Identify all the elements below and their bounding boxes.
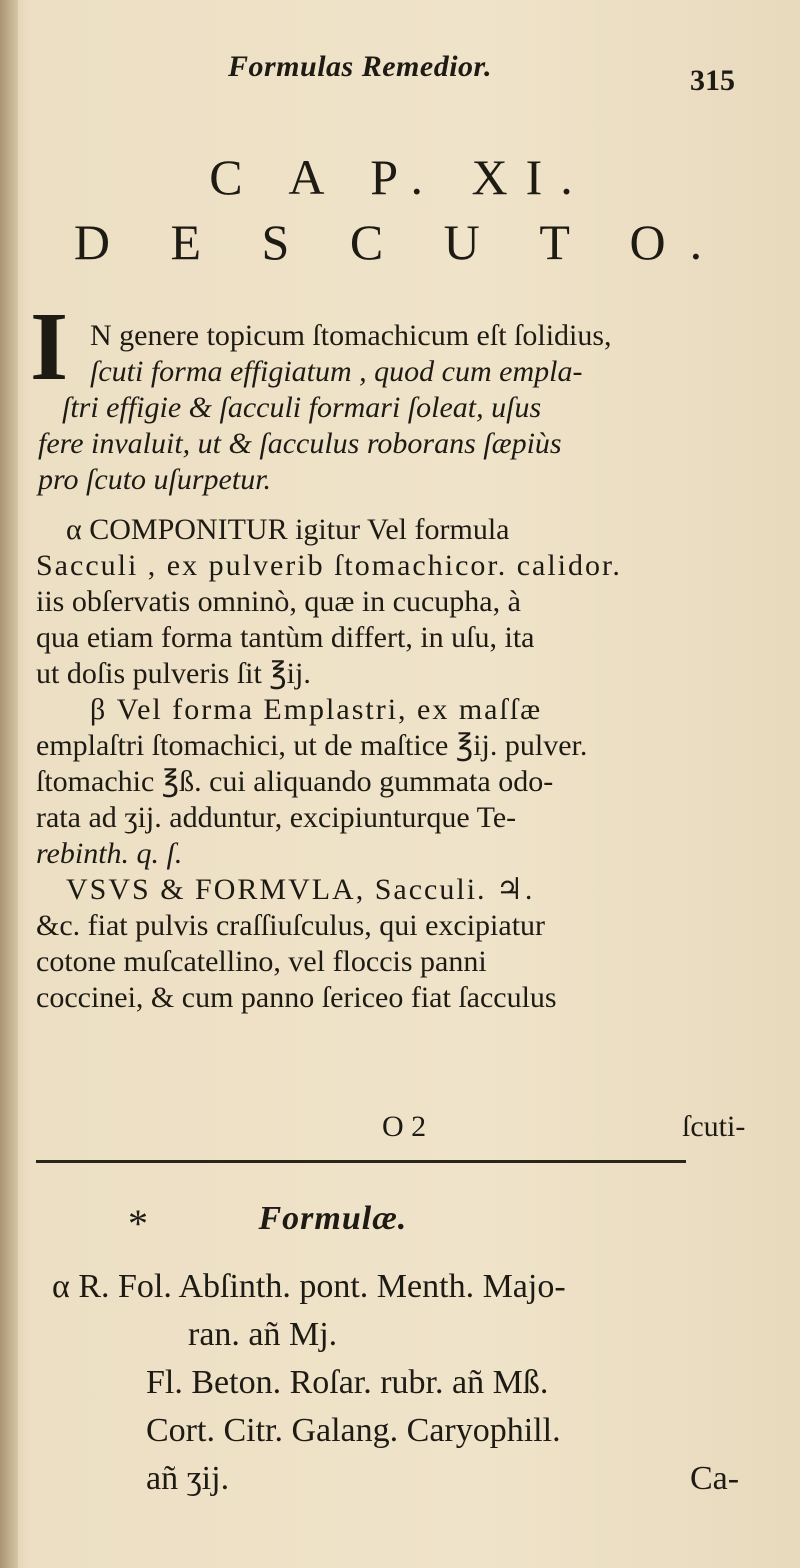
paragraph-intro: [36, 318, 776, 498]
paragraph-emplastri: [36, 692, 776, 872]
paragraph-usus: [36, 872, 776, 1016]
footnote-line: ran. añ Mj.: [188, 1316, 338, 1353]
chapter-title: D E S C U T O.: [73, 214, 727, 270]
footnote-line: Fl. Beton. Roſar. rubr. añ Mß.: [146, 1364, 549, 1401]
running-head-title: Formulas Remedior.: [228, 50, 493, 83]
footnote-line: añ ʒij.: [146, 1460, 230, 1497]
footnote-catchword: Ca-: [690, 1460, 740, 1497]
signature-mark: O 2: [382, 1110, 427, 1143]
paragraph-line: fere invaluit, ut & ſacculus roborans ſæpiùs: [38, 427, 562, 460]
catchword: ſcuti-: [682, 1110, 746, 1143]
paragraph-line: rata ad ʒij. adduntur, excipiunturque Te-: [36, 801, 517, 834]
asterisk-mark: *: [128, 1201, 148, 1246]
paragraph-line: β Vel forma Emplastri, ex maſſæ: [90, 693, 543, 726]
paragraph-line: qua etiam forma tantùm differt, in uſu, ita: [36, 621, 535, 654]
footnote-line: α R. Fol. Abſinth. pont. Menth. Majo-: [52, 1268, 566, 1305]
footnote-line: Cort. Citr. Galang. Caryophill.: [146, 1412, 561, 1449]
paragraph-line: ut doſis pulveris ſit ℥ij.: [36, 657, 311, 690]
paragraph-line: ſtri effigie & ſacculi formari ſoleat, uſus: [62, 391, 542, 424]
footnote-heading: [128, 1200, 407, 1247]
paragraph-line: &c. fiat pulvis craſſiuſculus, qui excipiatur: [36, 909, 546, 942]
paragraph-componitur: [36, 512, 776, 692]
paragraph-line: ſcuti forma effigiatum , quod cum empla-: [90, 355, 583, 388]
paragraph-line: Sacculi , ex pulverib ſtomachicor. calidor.: [36, 549, 622, 582]
paragraph-line: emplaſtri ſtomachici, ut de maſtice ℥ij. pulver.: [36, 729, 588, 762]
chapter-label: C A P. XI.: [209, 149, 591, 205]
paragraph-line: cotone muſcatellino, vel floccis panni: [36, 945, 487, 978]
paragraph-line: α COMPONITUR igitur Vel formula: [66, 513, 510, 546]
footnote-rule: [36, 1160, 686, 1163]
paragraph-line: VSVS & FORMVLA, Sacculi. ♃.: [66, 873, 535, 906]
drop-capital: I: [30, 293, 69, 401]
paragraph-line: N genere topicum ſtomachicum eſt ſolidius,: [90, 319, 612, 352]
paragraph-line: ſtomachic ℥ß. cui aliquando gummata odo-: [36, 765, 554, 798]
paragraph-line: iis obſervatis omninò, quæ in cucupha, à: [36, 585, 521, 618]
paragraph-line: coccinei, & cum panno ſericeo fiat ſacculus: [36, 981, 557, 1014]
footnote-title: Formulæ.: [258, 1200, 408, 1237]
page-number: 315: [690, 64, 735, 97]
paragraph-line: rebinth. q. ſ.: [36, 837, 183, 870]
paragraph-line: pro ſcuto uſurpetur.: [38, 463, 272, 496]
